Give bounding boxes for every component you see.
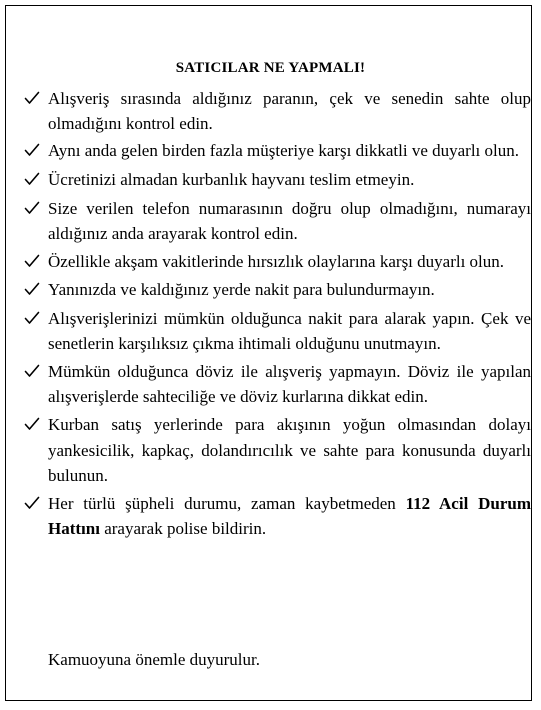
list-item — [24, 277, 531, 302]
list-item — [24, 306, 531, 356]
list-item — [24, 249, 531, 274]
checkmark-icon — [24, 201, 40, 215]
page-title: SATICILAR NE YAPMALI! — [175, 60, 366, 76]
list-item — [24, 138, 531, 163]
item-text: Mümkün olduğunca döviz ile alışveriş yapmayın. Döviz ile yapılan alışverişlerde sahteciliğe ve döviz kurlarına dikkat edin. — [48, 362, 531, 407]
item-text: Aynı anda gelen birden fazla müşteriye karşı dikkatli ve duyarlı olun. — [48, 141, 519, 161]
checkmark-icon — [24, 172, 40, 186]
checkmark-icon — [24, 417, 40, 431]
list-item — [24, 412, 531, 488]
list-item — [24, 359, 531, 409]
checkmark-icon — [24, 143, 40, 157]
checkmark-icon — [24, 364, 40, 378]
item-text: Alışverişlerinizi mümkün olduğunca nakit para alarak yapın. Çek ve senetlerin karşılıksız çıkma ihtimali olduğunu unutmayın. — [48, 308, 531, 353]
instruction-list — [24, 86, 531, 541]
item-text: Her türlü şüpheli durumu, zaman kaybetmeden — [48, 494, 406, 514]
list-item — [24, 86, 531, 136]
item-text: Size verilen telefon numarasının doğru olup olmadığını, numarayı aldığınız anda arayarak kontrol edin. — [48, 198, 531, 244]
list-item — [24, 491, 531, 541]
item-text: Kurban satış yerlerinde para akışının yoğun olmasından dolayı yankesicilik, kapkaç, dolandırıcılık ve sahte para konusunda duyarlı bulunun. — [48, 415, 531, 485]
checkmark-icon — [24, 254, 40, 268]
checkmark-icon — [24, 282, 40, 296]
emphasis-text: 112 Acil Durum Hattını — [48, 494, 531, 539]
item-text: arayarak polise bildirin. — [99, 519, 267, 539]
closing-note: Kamuoyuna önemle duyurulur. — [48, 650, 260, 669]
item-text: Yanınızda ve kaldığınız yerde nakit para bulundurmayın. — [48, 280, 435, 300]
checkmark-icon — [24, 311, 40, 325]
item-text: Alışveriş sırasında aldığınız paranın, çek ve senedin sahte olup olmadığını kontrol edin. — [48, 89, 531, 134]
checkmark-icon — [24, 496, 40, 510]
checkmark-icon — [24, 91, 40, 105]
item-text: Özellikle akşam vakitlerinde hırsızlık olaylarına karşı duyarlı olun. — [48, 252, 505, 272]
list-item — [24, 167, 531, 192]
list-item — [24, 196, 531, 246]
item-text: Ücretinizi almadan kurbanlık hayvanı teslim etmeyin. — [48, 169, 415, 189]
